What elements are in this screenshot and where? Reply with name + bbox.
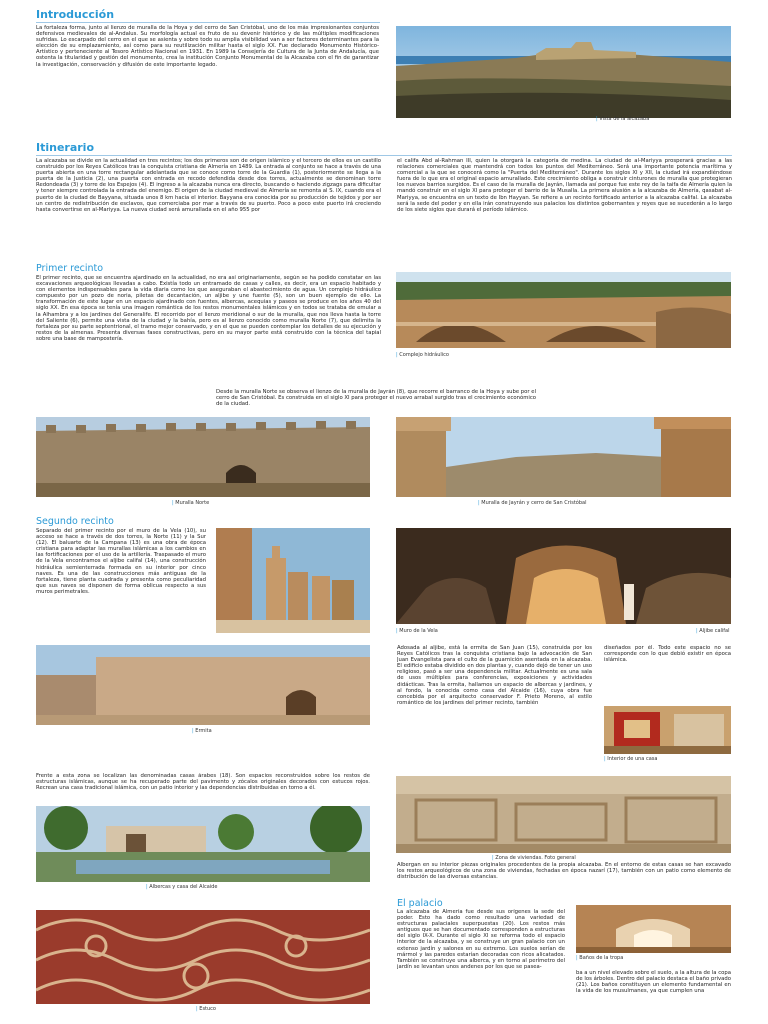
palacio-title: El palacio xyxy=(397,898,443,909)
itinerario-col2: el califa Abd al-Rahman III, quien la otorgará la categoría de medina. La ciudad de al-Mariyya prosperará gracias a las relaciones comerciales que mantendrá con todos los puntos del Mediterráneo. Será una importante potencia marítima y comercial a la que se conocerá como la "Puerta del Mediterráneo". Durante los siglos XI y XII, la ciudad irá expandiéndose fuera de lo que era el original espacio amurallado. Este crecimiento obliga a construir cinturones de muralla que protegieran los nuevos barrios surgidos. Es el caso de la muralla de Jayrán, llamada así porque fue este rey de la taifa de Almería quien la mandó construir en el siglo XI para proteger el barrio de la Musalla. La primera alusión a la alcazaba de Almería, qasabat al-Mariyya, se encuentra en un texto de Ibn Hayyan. Se refiere a un recinto fortificado anterior a la alcazaba califal. La alcazaba será la sede del poder y en ella irán construyendo sus palacios los distintos gobernantes y reyes que se sucederán a lo largo de los siete siglos que durará el período islámico. xyxy=(397,158,732,213)
caption-ermita: | Ermita xyxy=(192,728,212,734)
alcazaba-photo xyxy=(396,26,731,118)
caption-norte: | Muralla Norte xyxy=(172,500,209,506)
primer-text: El primer recinto, que se encuentra ajardinado en la actualidad, no era así originariamente, según se ha podido constatar en las excavaciones arqueológicas llevadas a cabo. Existía todo un entramado de casas y calles, es decir, era un espacio habitado y con elementos indispensables para la vida diaria como los que aseguraban el abastecimiento de agua. Un complejo hidráulico compuesto por un pozo de noria, piletas de decantación, un aljibe y une fuente (5), son un buen ejemplo de ello. La transformación de este lugar en un espacio ajardinado con fuentes, albercas, acequias y paseos se produce en los años 40 del siglo XX. En esa época se tenía una imagen romántica de los restos monumentales islámicos y en todos se trataba de emular a la Alhambra y a los jardines del Generalife. El recorrido por el lienzo meridional o sur de la muralla, que nos lleva hasta la torre del Saliente (6), permite una vista de la ciudad y la bahía, pero es al lienzo conocido como muralla Norte (7), que delimita la fortaleza por su parte septentrional, el tramo mejor conservado, y en el que se pueden contemplar los detalles de su ejecución y restos de la almenas. Presenta diversas fases constructivas, pero en su mayor parte está construido con la técnica del tapial sobre una base de mampostería. xyxy=(36,275,381,342)
muralla-norte-photo xyxy=(36,417,370,497)
muro-vela-photo xyxy=(216,528,370,633)
caption-hidraulico: | Complejo hidráulico xyxy=(396,352,449,358)
itinerario-title: Itinerario xyxy=(36,141,95,154)
viviendas-photo xyxy=(396,776,731,853)
segundo-title: Segundo recinto xyxy=(36,516,114,527)
aljibe-photo xyxy=(396,528,731,624)
caption-albercas: | Albercas y casa del Alcaide xyxy=(146,884,217,890)
itinerario-col1: La alcazaba se divide en la actualidad en tres recintos; los dos primeros son de origen islámico y el tercero de ellos es un castillo construido por los Reyes Católicos tras la conquista cristiana de Almería en 1489. La entrada al conjunto se hace a través de una puerta abierta en una torre rectangular adelantada que se conoce como torre de la Guardia (1), posteriormente se llega a la puerta de la Justicia (2), una puerta con entrada en recodo defendida desde dos torres, actualmente se denominan torre Redondeada (3) y torre de los Espejos (4). El ingreso a la alcazaba nunca era directo, buscando o haciendo zigzags para dificultar y tener siempre controlada la entrada del enemigo. El origen de la ciudad medieval de Almería se remonta al S. IX, cuando era el puerto de la ciudad de Bayyana, situada unos 8 km hacia el interior. Bayyana era conocida por su producción de tejidos y por ser un centro de redistribución de esclavos, que comerciaba por mar a través de su puerto. Poco a poco este puerto irá creciendo hasta convertirse en al-Mariyya. La nueva ciudad será amurallada en el año 955 por xyxy=(36,158,381,213)
caption-viviendas: | Zona de viviendas. Foto general xyxy=(492,855,576,861)
intro-title: Introducción xyxy=(36,8,115,21)
intro-text: La fortaleza forma, junto al lienzo de muralla de la Hoya y del cerro de San Cristóbal, uno de los más impresionantes conjuntos defensivos medievales de al-Andalus. Su morfología actual es fruto de su devenir histórico y de las múltiples modificaciones sufridas. Lo escarpado del cerro en el que se asienta y sobre todo su amplia visibilidad van a ser factores determinantes para la elección de su emplazamiento, así como para su reutilización militar hasta el siglo XX. Fue declarado Monumento Histórico-Artístico y perteneciente al Tesoro Artístico Nacional en 1931. En 1989 la Consejería de Cultura de la Junta de Andalucía, que ostenta la titularidad y gestión del monumento, crea la institución Conjunto Monumental de la Alcazaba con el fin de garantizar la investigación, conservación y difusión de este importante legado. xyxy=(36,25,379,68)
interior-casa-photo xyxy=(604,706,731,754)
palacio-text: La alcazaba de Almería fue desde sus orígenes la sede del poder. Esto ha dado como resultado una variedad de estructuras palaciales superpuestas (20). Los restos más antiguos que se han documentado corresponden a estructuras del siglo IX-X. Durante el siglo XI se reforma todo el espacio interior de la alcazaba, y se construye un gran palacio con un extenso jardín y salones en su extremo. Los suelos serían de mármol y las paredes estarían decoradas con ricos alicatados. También se construye una alberca, y en torno al perímetro del jardín se levantan unos andenes por los que se pasea- xyxy=(397,909,565,970)
banos-photo xyxy=(576,905,731,953)
jayran-text: Desde la muralla Norte se observa el lienzo de la muralla de Jayrán (8), que recorre el barranco de la Hoya y sube por el cerro de San Cristóbal. Es construida en el siglo XI para proteger el nuevo arrabal surgido tras el crecimiento económico de la ciudad. xyxy=(216,389,536,408)
ermita-text-cont: diseñados por él. Todo este espacio no se corresponde con lo que debió existir en época islámica. xyxy=(604,645,731,664)
hidraulico-photo xyxy=(396,272,731,348)
caption-interior: | Interior de una casa xyxy=(604,756,657,762)
divider xyxy=(36,22,380,23)
primer-title: Primer recinto xyxy=(36,263,104,274)
palacio-text-cont: ba a un nivel elevado sobre el suelo, a la altura de la copa de los árboles. Dentro del palacio destaca el baño privado (21). Los baños constituyen un elemento fundamental en la vida de los musulmanes, ya que cumplen una xyxy=(576,970,731,995)
segundo-text: Separado del primer recinto por el muro de la Vela (10), su acceso se hace a través de dos torres, la Norte (11) y la Sur (12). El baluarte de la Campana (13) es una obra de época cristiana para adaptar las murallas islámicas a los cambios en las fortificaciones por el uso de la artillería. Traspasado el muro de la Vela encontramos el aljibe califal (14), una construcción hidráulica semienterrada formada en su interior por cinco naves. Es una de las construcciones más antiguas de la fortaleza, tiene planta cuadrada y presenta como peculiaridad que sus naves se disponen de forma oblicua respecto a sus muros perimetrales. xyxy=(36,528,206,595)
caption-jayran: | Muralla de Jayrán y cerro de San Cristóbal xyxy=(478,500,587,506)
ermita-text: Adosada al aljibe, está la ermita de San Juan (15), construida por los Reyes Católicos tras la conquista cristiana bajo la advocación de San Juan Evangelista para el culto de la guarnición asentada en la alcazaba. El edificio estaba dividido en dos plantas y, cuando dejó de tener un uso religioso, pasó a ser una dependencia militar. Actualmente es una sala de usos múltiples para conferencias, exposiciones y actividades didácticas. Tras la ermita, hallamos un espacio de albercas y jardines, y al fondo, la conocida como casa del Alcaide (16), cuya obra fue concebida por el arquitecto conservador F. Prieto Moreno, al estilo romántico de los jardines del primer recinto, también xyxy=(397,645,592,706)
divider xyxy=(36,155,732,156)
ermita-photo xyxy=(36,645,370,725)
caption-banos: | Baños de la tropa xyxy=(576,955,623,961)
casas-text: Frente a esta zona se localizan las denominadas casas árabes (18). Son espacios reconstruidos sobre los restos de estructuras islámicas, aunque se ha recuperado parte del pavimento y zócalos originales decorados con estucos rojos. Recrean una casa tradicional islámica, con un patio interior y las dependencias distribuidas en torno a él. xyxy=(36,773,370,792)
caption-vela: | Muro de la Vela xyxy=(396,628,438,634)
jayran-photo xyxy=(396,417,731,497)
albercas-photo xyxy=(36,806,370,882)
caption-estuco: | Estuco xyxy=(196,1006,216,1012)
estuco-photo xyxy=(36,910,370,1004)
caption-vista: | Vista de la alcazaba xyxy=(596,116,649,122)
caption-aljibe: | Aljibe califal xyxy=(696,628,730,634)
viviendas-text: Albergan en su interior piezas originales procedentes de la propia alcazaba. En el entorno de estas casas se han excavado los restos arqueológicos de una zona de viviendas, fechadas en época nazarí (17), también con un patio como elemento de distribución de las diversas estancias. xyxy=(397,862,731,881)
